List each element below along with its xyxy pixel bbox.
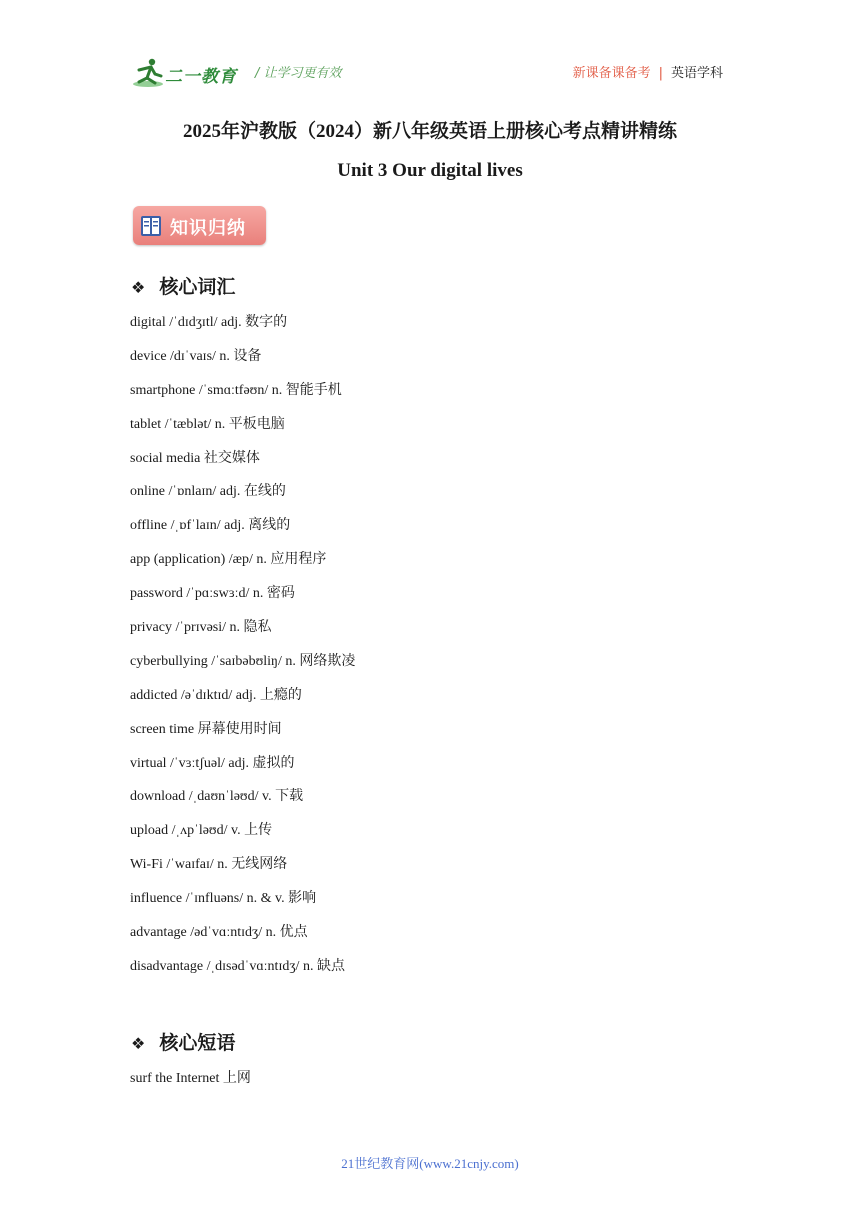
header-right: [573, 62, 723, 81]
list-item: Wi-Fi /ˈwaɪfaɪ/ n. 无线网络: [130, 857, 288, 873]
diamond-bullet-icon: ❖: [131, 1034, 146, 1053]
list-item: digital /ˈdɪdʒɪtl/ adj. 数字的: [130, 315, 288, 330]
logo: [131, 56, 241, 90]
section-heading-vocabulary: [131, 272, 235, 299]
list-item: virtual /ˈvɜːtʃuəl/ adj. 虚拟的: [130, 755, 295, 771]
header-link-prep[interactable]: 新课备课备考: [572, 66, 651, 81]
header-separator: |: [658, 66, 663, 81]
list-item: surf the Internet 上网: [130, 1071, 251, 1086]
list-item: screen time 屏幕使用时间: [130, 721, 282, 737]
footer-source[interactable]: 21世纪教育网(www.21cnjy.com): [341, 1156, 519, 1171]
list-item: advantage /ədˈvɑːntɪdʒ/ n. 优点: [130, 925, 308, 941]
book-icon: [140, 213, 162, 239]
list-item: device /dɪˈvaɪs/ n. 设备: [130, 348, 262, 364]
vocabulary-list: [130, 310, 355, 988]
badge-label: 知识归纳: [170, 218, 246, 239]
document-subtitle: Unit 3 Our digital lives: [337, 160, 523, 181]
logo-text: 二一教育: [165, 67, 237, 87]
list-item: influence /ˈɪnfluəns/ n. & v. 影响: [130, 891, 317, 907]
list-item: addicted /əˈdɪktɪd/ adj. 上瘾的: [130, 687, 302, 703]
section-heading-text: 核心短语: [159, 1032, 236, 1054]
list-item: social media 社交媒体: [130, 450, 260, 466]
document-title: 2025年沪教版（2024）新八年级英语上册核心考点精讲精练: [182, 121, 677, 142]
slogan: / 让学习更有效: [255, 66, 342, 81]
list-item: offline /ˌɒfˈlaɪn/ adj. 离线的: [130, 518, 291, 534]
phrase-list: [130, 1066, 251, 1100]
list-item: online /ˈɒnlaɪn/ adj. 在线的: [130, 484, 286, 500]
page-header: [0, 0, 860, 100]
list-item: download /ˌdaʊnˈləʊd/ v. 下载: [130, 789, 304, 805]
list-item: password /ˈpɑːswɜːd/ n. 密码: [130, 586, 295, 602]
list-item: disadvantage /ˌdɪsədˈvɑːntɪdʒ/ n. 缺点: [130, 958, 345, 974]
list-item: upload /ˌʌpˈləʊd/ v. 上传: [130, 823, 273, 839]
runner-logo-icon: [131, 56, 165, 90]
diamond-bullet-icon: ❖: [131, 278, 146, 297]
list-item: privacy /ˈprɪvəsi/ n. 隐私: [130, 620, 272, 636]
section-heading-phrases: [131, 1028, 235, 1055]
list-item: tablet /ˈtæblət/ n. 平板电脑: [130, 416, 285, 432]
header-subject[interactable]: 英语学科: [670, 66, 723, 81]
list-item: app (application) /æp/ n. 应用程序: [130, 552, 327, 568]
knowledge-summary-badge: [133, 206, 266, 245]
list-item: cyberbullying /ˈsaɪbəbʊliŋ/ n. 网络欺凌: [130, 653, 356, 669]
section-heading-text: 核心词汇: [159, 276, 236, 298]
list-item: smartphone /ˈsmɑːtfəʊn/ n. 智能手机: [130, 382, 342, 398]
